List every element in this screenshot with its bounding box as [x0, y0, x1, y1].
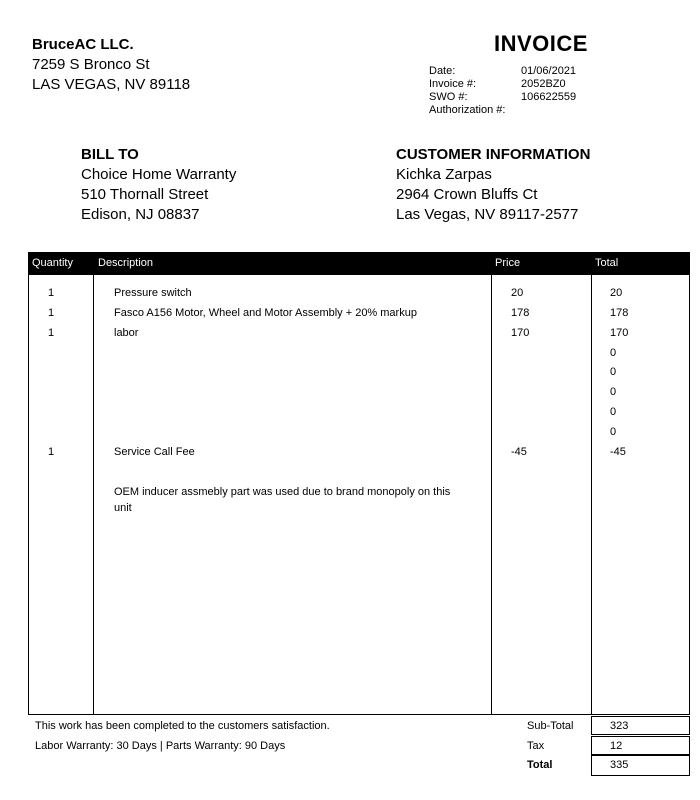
warranty-statement: Labor Warranty: 30 Days | Parts Warranty: 90 Days	[35, 740, 286, 752]
tax-value: 12	[610, 740, 623, 752]
invoice-title: INVOICE	[494, 31, 588, 56]
item-note: OEM inducer assmebly part was used due to brand monopoly on this	[114, 486, 451, 498]
header-quantity: Quantity	[32, 257, 73, 269]
row-price: 20	[511, 287, 524, 299]
customer-heading: CUSTOMER INFORMATION	[396, 146, 591, 163]
row-qty: 1	[48, 307, 55, 319]
customer-line: Kichka Zarpas	[396, 166, 492, 183]
subtotal-value: 323	[610, 720, 629, 732]
row-price: 170	[511, 327, 530, 339]
row-qty: 1	[48, 446, 55, 458]
row-total: 0	[610, 347, 617, 359]
row-total: -45	[610, 446, 626, 458]
company-name: BruceAC LLC.	[32, 36, 134, 53]
subtotal-box	[591, 716, 690, 735]
row-description: Service Call Fee	[114, 446, 195, 458]
row-total: 0	[610, 366, 617, 378]
row-price: 178	[511, 307, 530, 319]
column-divider	[591, 252, 592, 715]
bill-to-line: 510 Thornall Street	[81, 186, 209, 203]
header-total: Total	[595, 257, 619, 269]
customer-line: Las Vegas, NV 89117-2577	[396, 206, 579, 223]
header-price: Price	[495, 257, 521, 269]
column-divider	[93, 252, 94, 715]
header-description: Description	[98, 257, 154, 269]
row-qty: 1	[48, 327, 55, 339]
total-box	[591, 755, 690, 776]
swo-label: SWO #:	[429, 91, 468, 103]
total-value: 335	[610, 759, 629, 771]
authorization-label: Authorization #:	[429, 104, 506, 116]
row-total: 0	[610, 426, 617, 438]
row-total: 170	[610, 327, 629, 339]
column-divider	[491, 252, 492, 715]
tax-label: Tax	[527, 740, 545, 752]
invoice-number-value: 2052BZ0	[521, 78, 566, 90]
date-value: 01/06/2021	[521, 65, 577, 77]
bill-to-line: Edison, NJ 08837	[81, 206, 200, 223]
tax-box	[591, 736, 690, 755]
company-street: 7259 S Bronco St	[32, 56, 150, 73]
date-label: Date:	[429, 65, 456, 77]
total-label: Total	[527, 759, 553, 771]
row-total: 178	[610, 307, 629, 319]
bill-to-heading: BILL TO	[81, 146, 139, 163]
row-total: 0	[610, 386, 617, 398]
row-description: Pressure switch	[114, 287, 192, 299]
item-note: unit	[114, 502, 132, 514]
subtotal-label: Sub-Total	[527, 720, 574, 732]
company-city: LAS VEGAS, NV 89118	[32, 76, 191, 93]
row-description: Fasco A156 Motor, Wheel and Motor Assembly + 20% markup	[114, 307, 417, 319]
row-description: labor	[114, 327, 139, 339]
row-qty: 1	[48, 287, 55, 299]
customer-line: 2964 Crown Bluffs Ct	[396, 186, 538, 203]
invoice-number-label: Invoice #:	[429, 78, 477, 90]
row-total: 0	[610, 406, 617, 418]
swo-value: 106622559	[521, 91, 577, 103]
bill-to-line: Choice Home Warranty	[81, 166, 237, 183]
row-total: 20	[610, 287, 623, 299]
row-price: -45	[511, 446, 527, 458]
completion-statement: This work has been completed to the customers satisfaction.	[35, 720, 330, 732]
